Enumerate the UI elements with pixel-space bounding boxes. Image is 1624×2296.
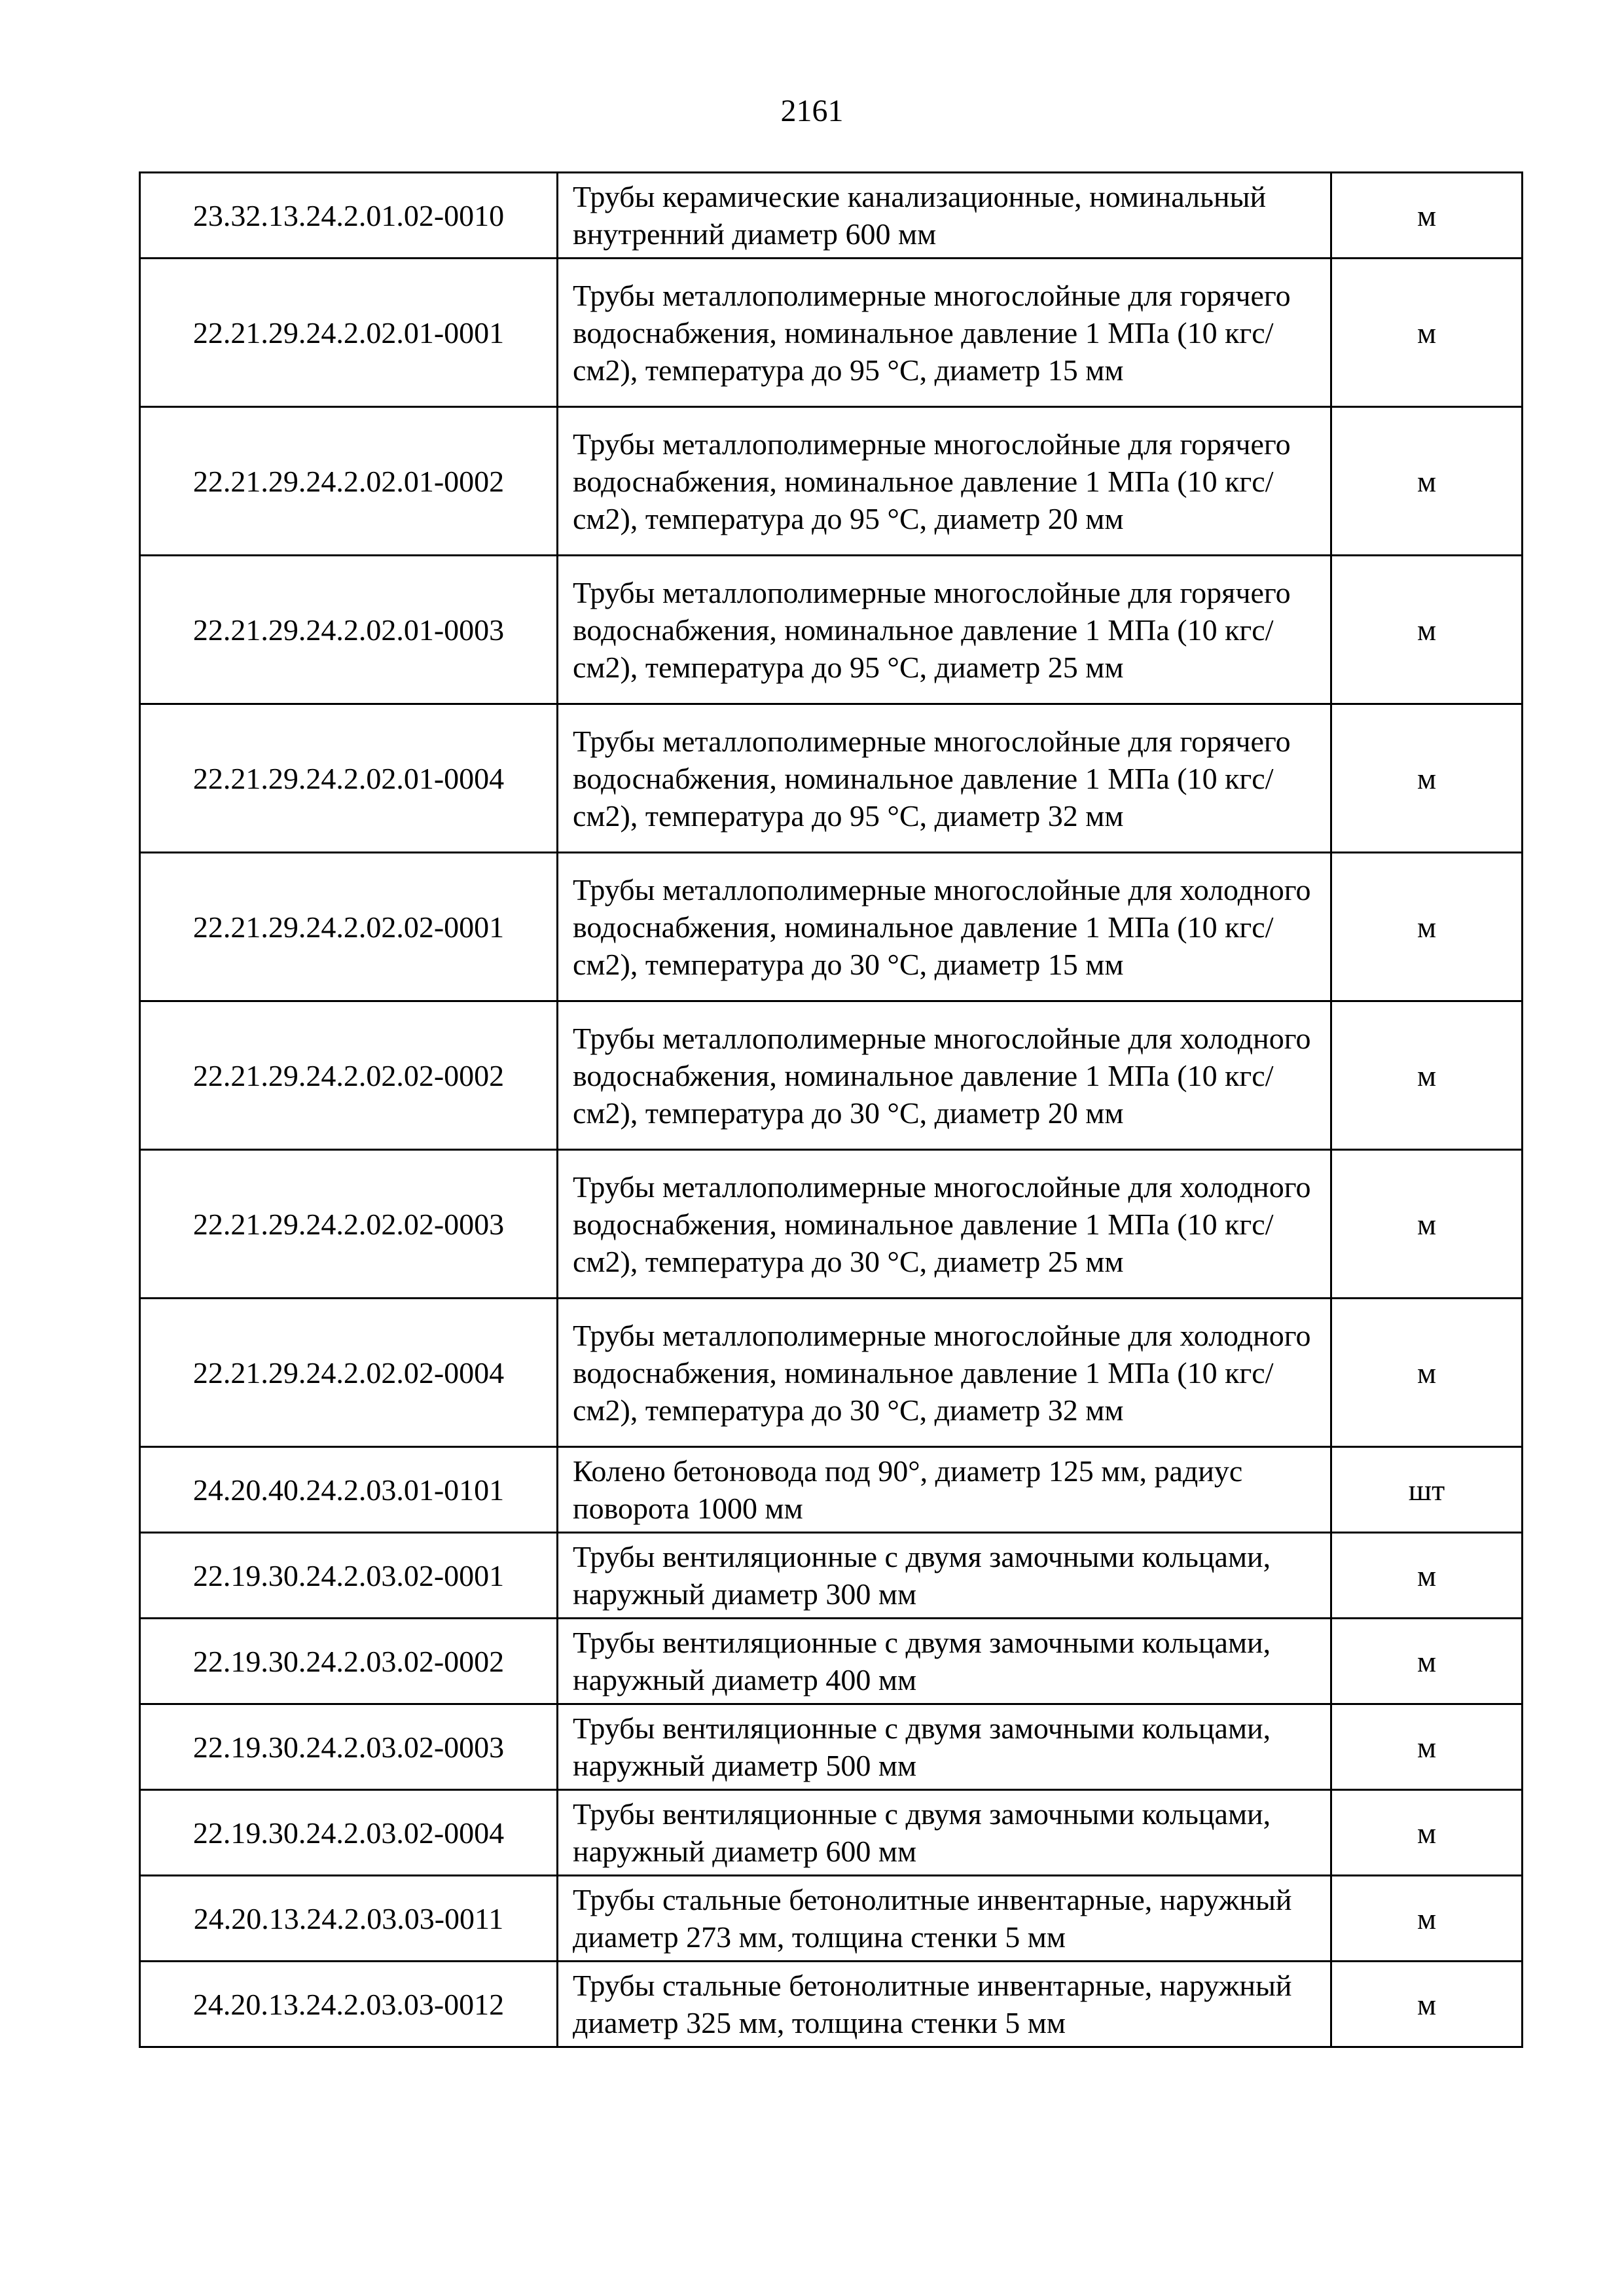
table-row: [140, 1447, 1523, 1533]
unit-of-measure: м: [1331, 1533, 1523, 1619]
table-row: [140, 1533, 1523, 1619]
resource-name: Трубы металлополимерные многослойные для горячего водоснабжения, номинальное давление 1 МПа (10 кгс/см2), температура до 95 °С, диаметр 32 мм: [558, 704, 1331, 853]
resource-code: 22.19.30.24.2.03.02-0001: [140, 1533, 558, 1619]
table-row: [140, 407, 1523, 556]
table-row: [140, 1299, 1523, 1447]
unit-of-measure: м: [1331, 173, 1523, 259]
resource-code: 22.21.29.24.2.02.01-0003: [140, 556, 558, 704]
resource-name: Трубы вентиляционные с двумя замочными кольцами, наружный диаметр 400 мм: [558, 1619, 1331, 1704]
table-row: [140, 556, 1523, 704]
resource-name: Трубы вентиляционные с двумя замочными кольцами, наружный диаметр 300 мм: [558, 1533, 1331, 1619]
page-number: 2161: [780, 94, 844, 128]
unit-of-measure: м: [1331, 1704, 1523, 1790]
unit-of-measure: м: [1331, 1619, 1523, 1704]
resource-code: 23.32.13.24.2.01.02-0010: [140, 173, 558, 259]
unit-of-measure: м: [1331, 853, 1523, 1001]
unit-of-measure: м: [1331, 407, 1523, 556]
table-row: [140, 1619, 1523, 1704]
resource-code: 24.20.13.24.2.03.03-0012: [140, 1962, 558, 2047]
table-row: [140, 1876, 1523, 1962]
table-row: [140, 704, 1523, 853]
resource-name: Трубы металлополимерные многослойные для горячего водоснабжения, номинальное давление 1 МПа (10 кгс/см2), температура до 95 °С, диаметр 15 мм: [558, 259, 1331, 407]
unit-of-measure: м: [1331, 1001, 1523, 1150]
resource-name: Трубы керамические канализационные, номинальный внутренний диаметр 600 мм: [558, 173, 1331, 259]
table-row: [140, 173, 1523, 259]
resource-code: 24.20.13.24.2.03.03-0011: [140, 1876, 558, 1962]
unit-of-measure: м: [1331, 1790, 1523, 1876]
table-row: [140, 1150, 1523, 1299]
resource-code: 22.21.29.24.2.02.01-0001: [140, 259, 558, 407]
resource-name: Трубы металлополимерные многослойные для холодного водоснабжения, номинальное давление 1 МПа (10 кгс/см2), температура до 30 °С, диаметр 32 мм: [558, 1299, 1331, 1447]
table-row: [140, 1790, 1523, 1876]
resource-name: Колено бетоновода под 90°, диаметр 125 мм, радиус поворота 1000 мм: [558, 1447, 1331, 1533]
table-row: [140, 853, 1523, 1001]
table-row: [140, 1704, 1523, 1790]
materials-table: [139, 171, 1523, 2048]
unit-of-measure: м: [1331, 704, 1523, 853]
resource-code: 22.21.29.24.2.02.02-0004: [140, 1299, 558, 1447]
resource-code: 22.19.30.24.2.03.02-0004: [140, 1790, 558, 1876]
resource-code: 22.21.29.24.2.02.02-0003: [140, 1150, 558, 1299]
resource-code: 22.19.30.24.2.03.02-0003: [140, 1704, 558, 1790]
resource-name: Трубы стальные бетонолитные инвентарные, наружный диаметр 325 мм, толщина стенки 5 мм: [558, 1962, 1331, 2047]
resource-code: 22.21.29.24.2.02.01-0004: [140, 704, 558, 853]
unit-of-measure: м: [1331, 1299, 1523, 1447]
resource-code: 22.21.29.24.2.02.02-0002: [140, 1001, 558, 1150]
resource-name: Трубы металлополимерные многослойные для горячего водоснабжения, номинальное давление 1 МПа (10 кгс/см2), температура до 95 °С, диаметр 20 мм: [558, 407, 1331, 556]
table-row: [140, 259, 1523, 407]
resource-name: Трубы вентиляционные с двумя замочными кольцами, наружный диаметр 600 мм: [558, 1790, 1331, 1876]
unit-of-measure: м: [1331, 259, 1523, 407]
resource-name: Трубы металлополимерные многослойные для холодного водоснабжения, номинальное давление 1 МПа (10 кгс/см2), температура до 30 °С, диаметр 25 мм: [558, 1150, 1331, 1299]
resource-name: Трубы вентиляционные с двумя замочными кольцами, наружный диаметр 500 мм: [558, 1704, 1331, 1790]
resource-code: 22.19.30.24.2.03.02-0002: [140, 1619, 558, 1704]
table-row: [140, 1001, 1523, 1150]
resource-code: 22.21.29.24.2.02.02-0001: [140, 853, 558, 1001]
unit-of-measure: м: [1331, 1962, 1523, 2047]
resource-name: Трубы стальные бетонолитные инвентарные, наружный диаметр 273 мм, толщина стенки 5 мм: [558, 1876, 1331, 1962]
resource-name: Трубы металлополимерные многослойные для холодного водоснабжения, номинальное давление 1 МПа (10 кгс/см2), температура до 30 °С, диаметр 20 мм: [558, 1001, 1331, 1150]
resource-code: 24.20.40.24.2.03.01-0101: [140, 1447, 558, 1533]
table-row: [140, 1962, 1523, 2047]
unit-of-measure: м: [1331, 1150, 1523, 1299]
unit-of-measure: м: [1331, 556, 1523, 704]
unit-of-measure: шт: [1331, 1447, 1523, 1533]
resource-name: Трубы металлополимерные многослойные для холодного водоснабжения, номинальное давление 1 МПа (10 кгс/см2), температура до 30 °С, диаметр 15 мм: [558, 853, 1331, 1001]
unit-of-measure: м: [1331, 1876, 1523, 1962]
resource-code: 22.21.29.24.2.02.01-0002: [140, 407, 558, 556]
resource-name: Трубы металлополимерные многослойные для горячего водоснабжения, номинальное давление 1 МПа (10 кгс/см2), температура до 95 °С, диаметр 25 мм: [558, 556, 1331, 704]
